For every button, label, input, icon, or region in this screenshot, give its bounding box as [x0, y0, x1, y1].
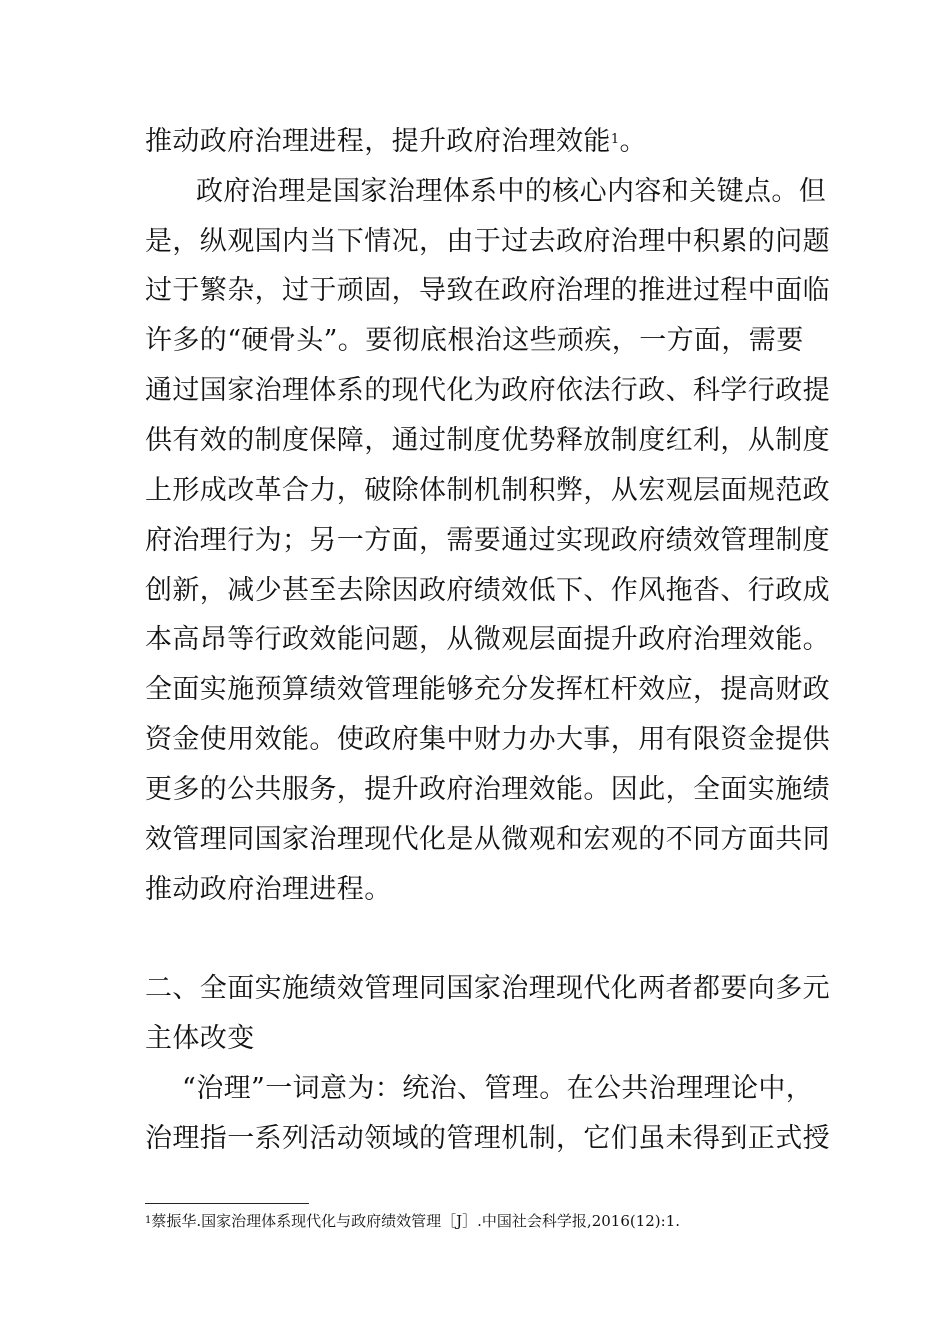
paragraph-line: 资金使用效能。使政府集中财力办大事，用有限资金提供: [145, 724, 830, 755]
footnote-divider: [145, 1203, 309, 1204]
paragraph-line: 许多的“硬骨头”。要彻底根治这些顽疾，一方面，需要: [145, 325, 804, 356]
paragraph-line: 政府治理是国家治理体系中的核心内容和关键点。但: [196, 176, 827, 207]
paragraph-line: 府治理行为；另一方面，需要通过实现政府绩效管理制度: [145, 525, 830, 556]
paragraph-line: 过于繁杂，过于顽固，导致在政府治理的推进过程中面临: [145, 275, 830, 306]
footnote-marker: 1: [145, 1215, 152, 1226]
paragraph-line: “治理”一词意为：统治、管理。在公共治理理论中，: [182, 1073, 814, 1104]
paragraph-line: 上形成改革合力，破除体制机制积弊，从宏观层面规范政: [145, 475, 830, 506]
paragraph-line: 创新，减少甚至去除因政府绩效低下、作风拖沓、行政成: [145, 575, 830, 606]
paragraph-line: 本高昂等行政效能问题，从微观层面提升政府治理效能。: [145, 624, 830, 655]
footnote-text: 蔡振华.国家治理体系现代化与政府绩效管理［J］.中国社会科学报,2016(12):1.: [151, 1212, 681, 1230]
paragraph-line: 效管理同国家治理现代化是从微观和宏观的不同方面共同: [145, 824, 830, 855]
paragraph-line: 更多的公共服务，提升政府治理效能。因此，全面实施绩: [145, 774, 830, 805]
footnote-ref[interactable]: 1: [610, 132, 620, 147]
section-heading-line: 二、全面实施绩效管理同国家治理现代化两者都要向多元: [145, 973, 830, 1004]
paragraph-line: 推动政府治理进程，提升政府治理效能$^1$。: [145, 126, 647, 157]
paragraph-line: 全面实施预算绩效管理能够充分发挥杠杆效应，提高财政: [145, 674, 830, 705]
section-heading-line: 主体改变: [145, 1023, 255, 1054]
paragraph-line: 是，纵观国内当下情况，由于过去政府治理中积累的问题: [145, 226, 830, 257]
paragraph-line: 供有效的制度保障，通过制度优势释放制度红利，从制度: [145, 425, 830, 456]
footnote: [145, 1211, 680, 1231]
paragraph-line: 推动政府治理进程。: [145, 874, 392, 905]
paragraph-line: 通过国家治理体系的现代化为政府依法行政、科学行政提: [145, 375, 830, 406]
paragraph-line: 治理指一系列活动领域的管理机制，它们虽未得到正式授: [145, 1123, 830, 1154]
